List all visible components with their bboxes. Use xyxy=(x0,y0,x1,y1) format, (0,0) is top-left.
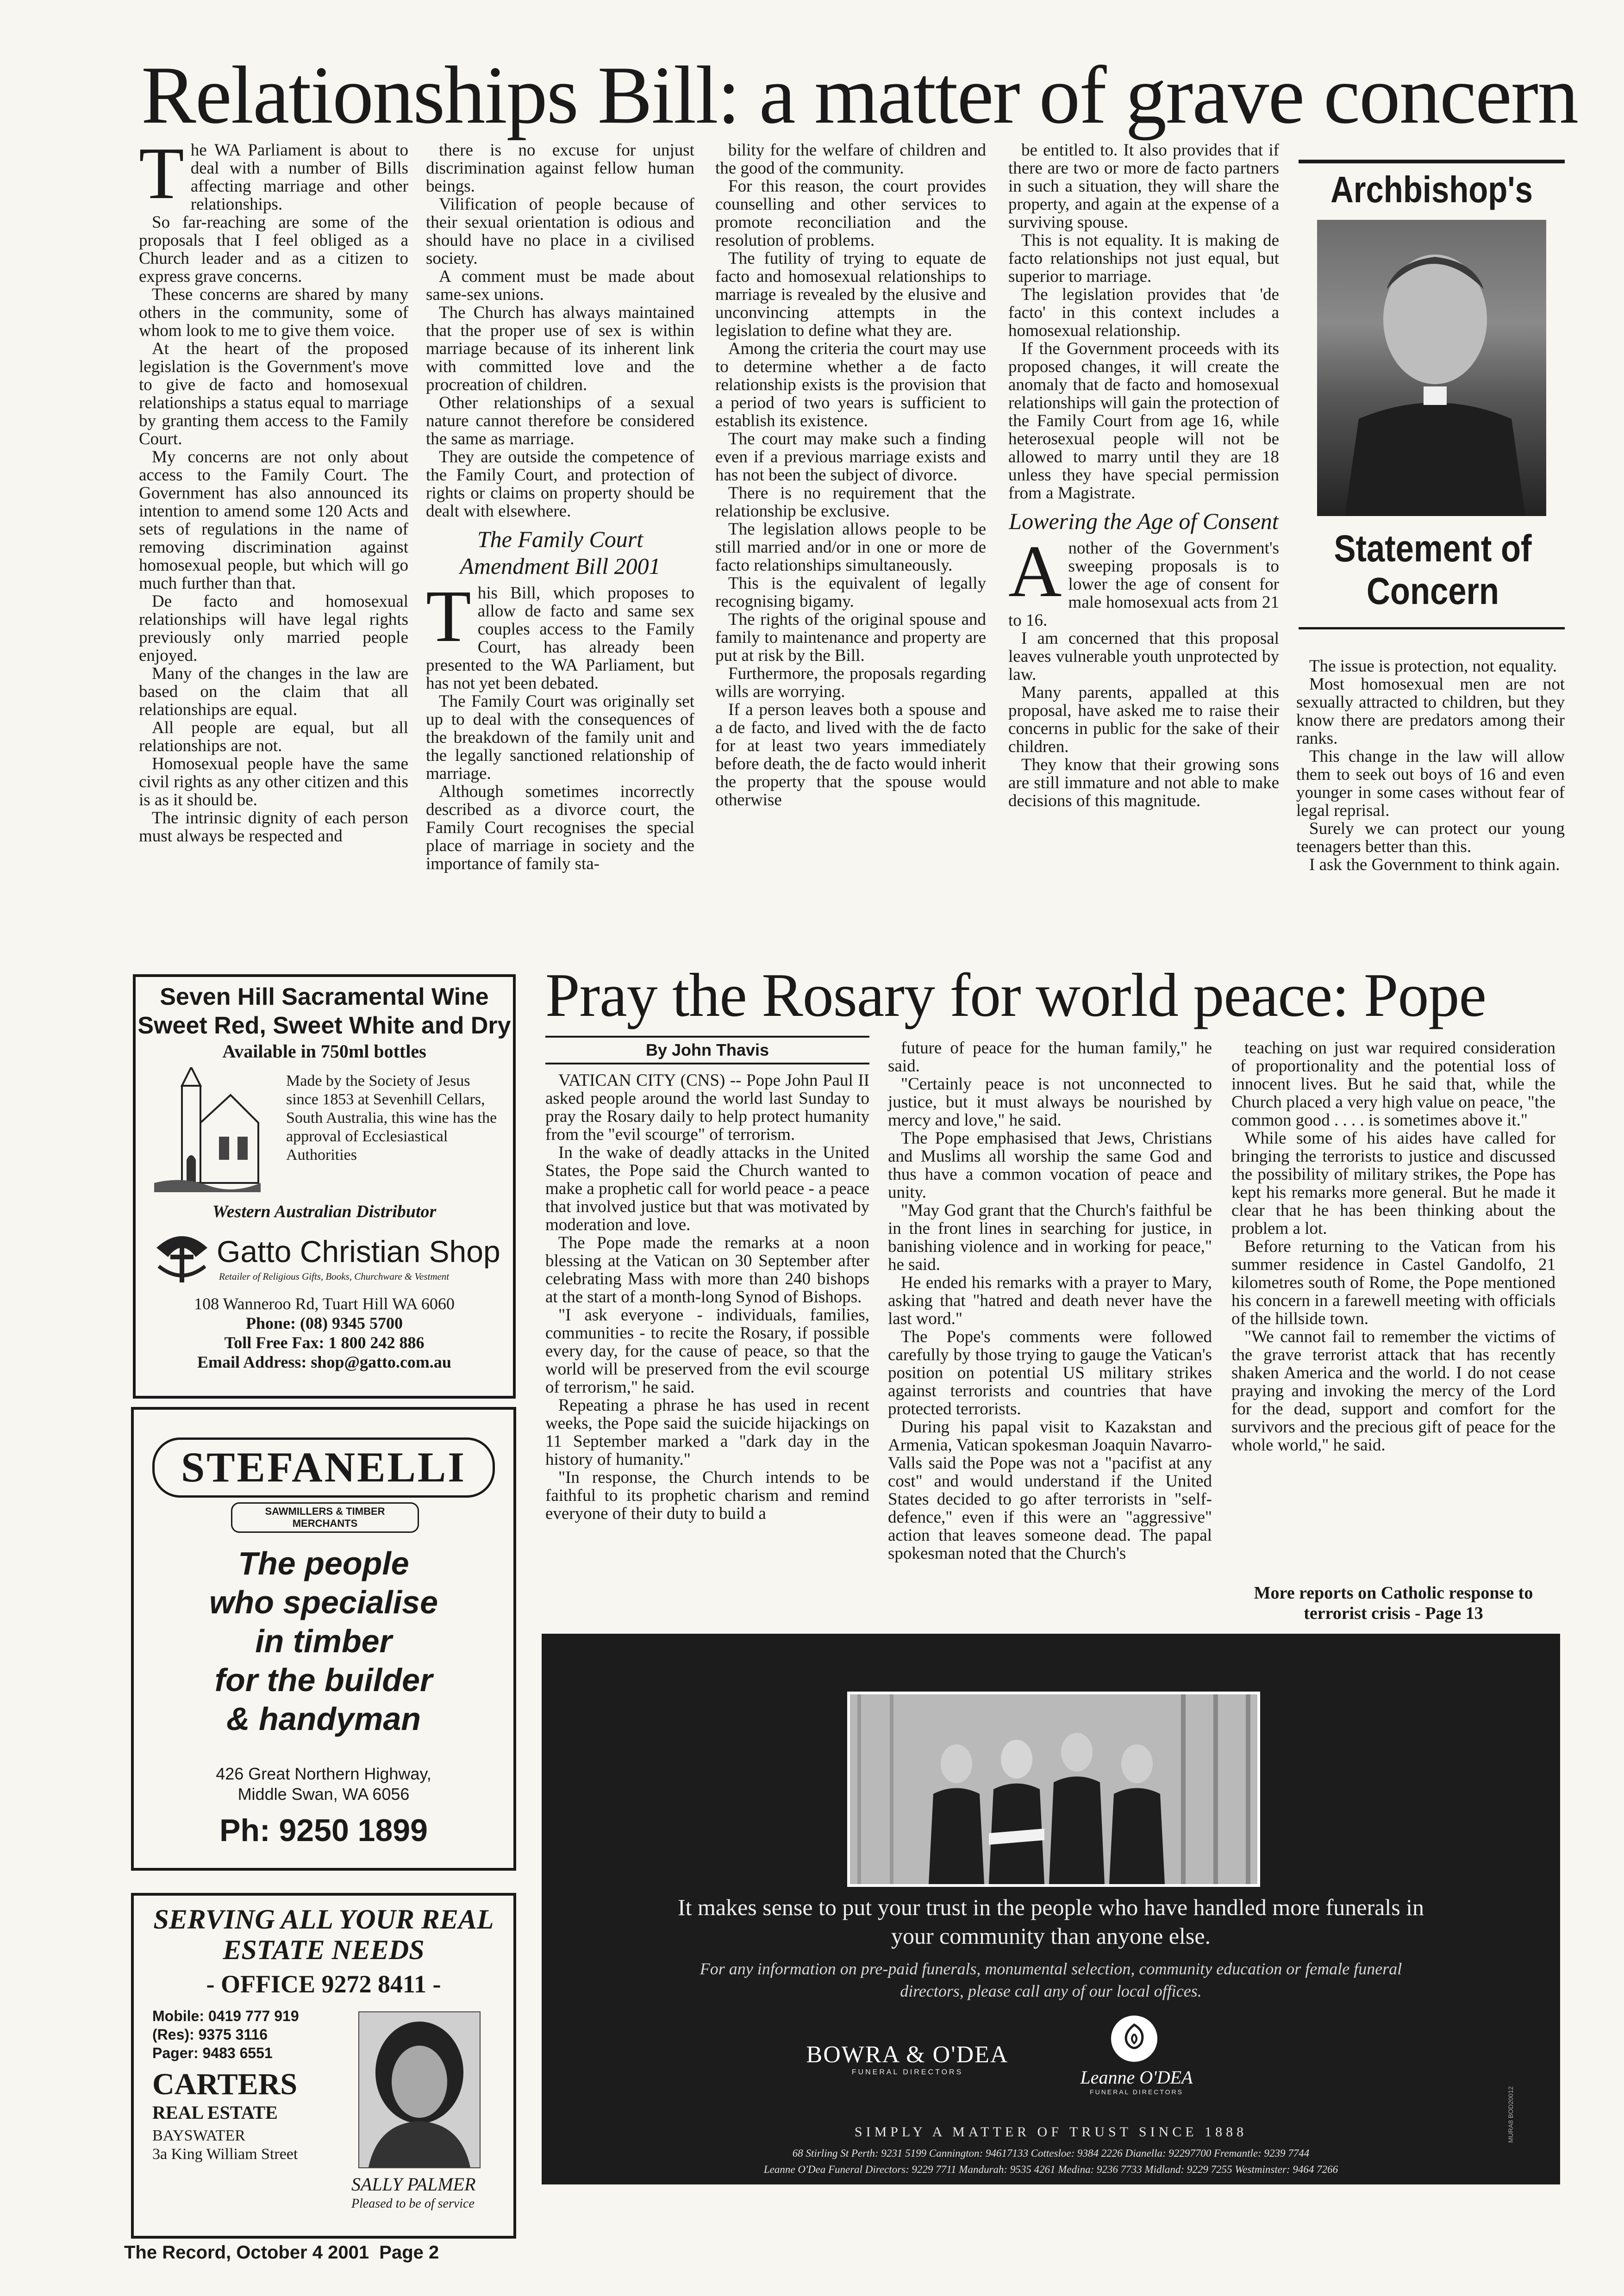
wine-ad-description: Made by the Society of Jesus since 1853 at Sevenhill Cellars, South Australia, this wine has the approval of Ecclesiastical Authorities xyxy=(286,1072,497,1164)
sidebar-title-statement: Statement of Concern xyxy=(1334,528,1532,612)
gatto-shop-tagline: Retailer of Religious Gifts, Books, Churchware & Vestment xyxy=(219,1271,450,1282)
carters-pager: Pager: 9483 6551 xyxy=(152,2045,273,2061)
paragraph: My concerns are not only about access to the Family Court. The Government has also announced its intention to amend some 120 Acts and sets of regulations in the name of removing discrimination against homosexual people, but which will go much further than that. xyxy=(139,448,408,593)
text-line: The people xyxy=(238,1545,409,1581)
paragraph: Furthermore, the proposals regarding wills are worrying. xyxy=(715,664,986,701)
paragraph: teaching on just war required consideration of proportionality and the potential loss of innocent lives. But he said that, while the Church placed a very high value on peace, "the common good . . . . is sometimes above it." xyxy=(1231,1039,1555,1130)
stefanelli-address xyxy=(134,1764,513,1804)
rosary-byline: By John Thavis xyxy=(545,1036,869,1064)
ad-carters-real-estate xyxy=(131,1893,516,2239)
ad-seven-hill-wine xyxy=(133,974,516,1399)
paragraph: future of peace for the human family," he said. xyxy=(888,1039,1212,1076)
paragraph: The legislation allows people to be still married and/or in one or more de facto relationships simultaneously. xyxy=(715,520,986,575)
paragraph: Surely we can protect our young teenagers better than this. xyxy=(1296,819,1565,856)
paragraph: bility for the welfare of children and the good of the community. xyxy=(715,141,986,178)
stefanelli-subtitle: SAWMILLERS & TIMBER MERCHANTS xyxy=(231,1502,419,1533)
main-article-column-1 xyxy=(139,132,408,846)
paragraph: For this reason, the court provides counselling and other services to promote reconciliation and the resolution of problems. xyxy=(715,177,986,250)
paragraph: Among the criteria the court may use to determine whether a de facto relationship exists is the provision that a period of two years is sufficient to establish its existence. xyxy=(715,339,986,430)
text-line: 426 Great Northern Highway, xyxy=(216,1764,431,1783)
funeral-ad-code: MURA8 BOD20012 xyxy=(1507,2086,1514,2143)
gatto-fax: Toll Free Fax: 1 800 242 886 xyxy=(224,1333,425,1352)
paragraph: They are outside the competence of the Family Court, and protection of rights or claims on property should be dealt with elsewhere. xyxy=(426,448,694,521)
page-footer: The Record, October 4 2001 Page 2 xyxy=(124,2242,439,2263)
paragraph: I am concerned that this proposal leaves vulnerable youth unprotected by law. xyxy=(1008,629,1279,684)
paragraph: The Family Court was originally set up to deal with the consequences of the breakdown of the family unit and the legally sanctioned relationship of marriage. xyxy=(426,692,694,783)
paragraph: "Certainly peace is not unconnected to justice, but it must always be nourished by mercy and love," he said. xyxy=(888,1075,1212,1130)
wine-ad-distributor-label: Western Australian Distributor xyxy=(212,1202,437,1221)
paragraph: This is not equality. It is making de facto relationships not just equal, but superior to marriage. xyxy=(1008,231,1279,286)
paragraph: They know that their growing sons are still immature and not able to make decisions of this magnitude. xyxy=(1008,755,1279,810)
paragraph: Although sometimes incorrectly described as a divorce court, the Family Court recognises the special place of marriage in society and the importance of family sta- xyxy=(426,782,694,873)
carters-office: - OFFICE 9272 8411 - xyxy=(206,1970,441,1998)
bowra-odea-logo: BOWRA & O'DEA FUNERAL DIRECTORS xyxy=(806,2041,1009,2076)
gatto-logo-icon xyxy=(152,1229,212,1285)
paragraph: The rights of the original spouse and family to maintenance and property are put at risk by the Bill. xyxy=(715,610,986,665)
paragraph: Before returning to the Vatican from his summer residence in Castel Gandolfo, 21 kilometres south of Rome, the Pope mentioned his concern in a farewell meeting with officials of the hillside town. xyxy=(1231,1237,1555,1328)
text-line: who specialise xyxy=(209,1584,438,1620)
paragraph: Repeating a phrase he has used in recent weeks, the Pope said the suicide hijackings on 11 September marked a "dark day in the history of humanity." xyxy=(545,1396,869,1469)
rosary-headline: Pray the Rosary for world peace: Pope xyxy=(545,961,1486,1029)
gatto-shop-name: Gatto Christian Shop xyxy=(217,1234,500,1269)
main-article-column-5 xyxy=(1296,657,1565,874)
subhead-family-court: The Family Court Amendment Bill 2001 xyxy=(460,526,661,579)
wine-ad-available: Available in 750ml bottles xyxy=(222,1041,426,1062)
church-illustration xyxy=(154,1067,261,1192)
carters-company: CARTERS xyxy=(152,2067,298,2101)
main-article-column-2 xyxy=(426,141,694,873)
paragraph: VATICAN CITY (CNS) -- Pope John Paul II asked people around the world last Sunday to pray the Rosary daily to help protect humanity from the "evil scourge" of terrorism. xyxy=(545,1071,869,1144)
paragraph: "In response, the Church intends to be faithful to its prophetic charism and remind everyone of their duty to build a xyxy=(545,1468,869,1523)
paragraph: While some of his aides have called for bringing the terrorists to justice and discussed the possibility of military strikes, the Pope has kept his remarks more general. But he made it clear that he has been thinking about the problem a lot. xyxy=(1231,1129,1555,1238)
paragraph: "We cannot fail to remember the victims of the grave terrorist attack that has recently shaken America and the world. I do not cease praying and invoking the mercy of the Lord for the dead, support and comfort for the survivors and the precious gift of peace for the whole world," he said. xyxy=(1231,1327,1555,1455)
paragraph: All people are equal, but all relationships are not. xyxy=(139,718,408,755)
paragraph: Vilification of people because of their sexual orientation is odious and should have no place in a civilised society. xyxy=(426,195,694,268)
paragraph: So far-reaching are some of the proposals that I feel obliged as a Church leader and as a citizen to express grave concerns. xyxy=(139,213,408,286)
paragraph: This change in the law will allow them to seek out boys of 16 and even younger in some cases without fear of legal reprisal. xyxy=(1296,747,1565,820)
paragraph: Most homosexual men are not sexually attracted to children, but they know there are predators among their ranks. xyxy=(1296,675,1565,748)
paragraph: This is the equivalent of legally recognising bigamy. xyxy=(715,574,986,611)
main-article-column-3 xyxy=(715,141,986,809)
paragraph: De facto and homosexual relationships will have legal rights previously only married people enjoyed. xyxy=(139,592,408,665)
paragraph: I ask the Government to think again. xyxy=(1309,855,1560,874)
paragraph: The Pope's comments were followed carefully by those trying to gauge the Vatican's position on potential US military strikes against terrorists and countries that have protected terrorists. xyxy=(888,1327,1212,1419)
paragraph: The issue is protection, not equality. xyxy=(1309,657,1557,676)
subhead-age-of-consent: Lowering the Age of Consent xyxy=(1009,508,1279,534)
ad-stefanelli xyxy=(131,1407,516,1871)
sidebar-title-archbishops: Archbishop's xyxy=(1330,169,1533,210)
funeral-info: For any information on pre-paid funerals, monumental selection, community education or female funeral directors, please call any of our local offices. xyxy=(700,1960,1402,2000)
paragraph: He ended his remarks with a prayer to Mary, asking that "hatred and death never have the last word." xyxy=(888,1273,1212,1328)
funeral-offices-2: Leanne O'Dea Funeral Directors: 9229 7711 Mandurah: 9535 4261 Medina: 9236 7733 Midland: 9229 7255 Westminster: 9464 7266 xyxy=(763,2164,1338,2175)
paragraph: These concerns are shared by many others in the community, some of whom look to me to give them voice. xyxy=(139,285,408,340)
stefanelli-phone: Ph: 9250 1899 xyxy=(219,1813,428,1848)
ad-bowra-odea-funeral xyxy=(542,1634,1560,2184)
gatto-phone: Phone: (08) 9345 5700 xyxy=(246,1314,403,1332)
paragraph: At the heart of the proposed legislation is the Government's move to give de facto and homosexual relationships a status equal to marriage by granting them access to the Family Court. xyxy=(139,339,408,448)
paragraph: Homosexual people have the same civil rights as any other citizen and this is as it should be. xyxy=(139,754,408,809)
carters-company-sub: REAL ESTATE xyxy=(152,2102,278,2123)
rosary-column-3 xyxy=(1231,1039,1555,1454)
funeral-directors-photo xyxy=(847,1692,1260,1887)
paragraph: Another of the Government's sweeping proposals is to lower the age of consent for male homosexual acts from 21 to 16. xyxy=(1008,530,1279,630)
wine-ad-subtitle: Sweet Red, Sweet White and Dry xyxy=(137,1012,511,1039)
carters-street: 3a King William Street xyxy=(152,2146,298,2163)
rosary-more-reports: More reports on Catholic response to terrorist crisis - Page 13 xyxy=(1254,1583,1533,1623)
wine-ad-title: Seven Hill Sacramental Wine xyxy=(160,983,489,1010)
paragraph: There is no requirement that the relationship be exclusive. xyxy=(715,484,986,521)
gatto-email: Email Address: shop@gatto.com.au xyxy=(197,1353,451,1371)
paragraph: The futility of trying to equate de facto and homosexual relationships to marriage is revealed by the elusive and unconvincing attempts in the legislation to define what they are. xyxy=(715,249,986,340)
paragraph: If a person leaves both a spouse and a de facto, and lived with the de facto for at least two years immediately before death, the de facto would inherit the property that the spouse would otherwise xyxy=(715,700,986,809)
paragraph: there is no excuse for unjust discrimination against fellow human beings. xyxy=(426,141,694,196)
paragraph: In the wake of deadly attacks in the United States, the Pope said the Church wanted to make a prophetic call for world peace - a peace that involved justice but that was motivated by moderation and love. xyxy=(545,1143,869,1234)
paragraph: The intrinsic dignity of each person must always be respected and xyxy=(139,809,408,846)
carters-res: (Res): 9375 3116 xyxy=(152,2026,268,2043)
carters-mobile: Mobile: 0419 777 919 xyxy=(152,2008,299,2024)
paragraph: During his papal visit to Kazakstan and Armenia, Vatican spokesman Joaquin Navarro-Valls said the Pope was not a "pacifist at any cost" and would understand if the United States decided to go after terrorists in "self-defence," even if this were an "aggressive" action that leaves someone dead. The papal spokesman noted that the Church's xyxy=(888,1418,1212,1563)
paragraph: Many parents, appalled at this proposal, have asked me to raise their concerns in public for the sake of their children. xyxy=(1008,683,1279,756)
text-line: in timber xyxy=(255,1623,392,1659)
paragraph: This Bill, which proposes to allow de facto and same sex couples access to the Family Court, has already been presented to the WA Parliament, but has not yet been debated. xyxy=(426,575,694,693)
paragraph: The Pope emphasised that Jews, Christians and Muslims all worship the same God and thus have a common vocation of peace and unity. xyxy=(888,1129,1212,1202)
funeral-headline: It makes sense to put your trust in the people who have handled more funerals in your community than anyone else. xyxy=(677,1894,1424,1949)
rose-logo-icon xyxy=(1109,2013,1160,2064)
text-line: Middle Swan, WA 6056 xyxy=(237,1785,410,1804)
carters-agent-tagline: Pleased to be of service xyxy=(351,2196,475,2211)
paragraph: The legislation provides that 'de facto' in this context includes a homosexual relationship. xyxy=(1008,285,1279,340)
paragraph: be entitled to. It also provides that if there are two or more de facto partners in such a situation, they will share the property, and again at the expense of a surviving spouse. xyxy=(1008,141,1279,232)
text-line: for the builder xyxy=(214,1662,433,1698)
carters-headline: SERVING ALL YOUR REAL ESTATE NEEDS xyxy=(153,1904,494,1965)
gatto-address: 108 Wanneroo Rd, Tuart Hill WA 6060 xyxy=(194,1294,455,1313)
funeral-tagline: SIMPLY A MATTER OF TRUST SINCE 1888 xyxy=(854,2124,1248,2140)
main-headline: Relationships Bill: a matter of grave concern xyxy=(141,49,1578,141)
paragraph: Many of the changes in the law are based on the claim that all relationships are equal. xyxy=(139,664,408,719)
paragraph: The WA Parliament is about to deal with a number of Bills affecting marriage and other relationships. xyxy=(139,132,408,214)
paragraph: A comment must be made about same-sex unions. xyxy=(426,267,694,304)
paragraph: If the Government proceeds with its proposed changes, it will create the anomaly that de facto and homosexual relationships will gain the protection of the Family Court from age 16, while heterosexual people will not be allowed to marry until they are 18 unless they have special permission from a Magistrate. xyxy=(1008,339,1279,503)
leanne-odea-logo: Leanne O'DEA FUNERAL DIRECTORS xyxy=(1080,2067,1193,2096)
paragraph: The court may make such a finding even if a previous marriage exists and has not been the subject of divorce. xyxy=(715,429,986,485)
sidebar-rule-top xyxy=(1299,160,1565,163)
rosary-column-2 xyxy=(888,1039,1212,1562)
rosary-column-1 xyxy=(545,1071,869,1523)
paragraph: The Church has always maintained that the proper use of sex is within marriage because of its inherent link with committed love and the procreation of children. xyxy=(426,303,694,394)
paragraph: The Pope made the remarks at a noon blessing at the Vatican on 30 September after celebrating Mass with more than 240 bishops at the start of a month-long Synod of Bishops. xyxy=(545,1233,869,1307)
stefanelli-logo: STEFANELLI xyxy=(152,1437,495,1498)
agent-photo xyxy=(358,2011,481,2168)
main-article-column-4 xyxy=(1008,141,1279,810)
funeral-offices-1: 68 Stirling St Perth: 9231 5199 Cannington: 94617133 Cottesloe: 9384 2226 Dianella: 92297700 Fremantle: 9239 7744 xyxy=(792,2147,1310,2159)
stefanelli-slogan xyxy=(134,1544,513,1738)
paragraph: "I ask everyone - individuals, families, communities - to recite the Rosary, if possible every day, for the cause of peace, so that the world will be preserved from the evil scourge of terrorism," he said. xyxy=(545,1306,869,1397)
paragraph: "May God grant that the Church's faithful be in the front lines in searching for justice, in banishing violence and in working for peace," he said. xyxy=(888,1201,1212,1274)
text-line: & handyman xyxy=(226,1701,421,1737)
archbishop-photo xyxy=(1317,220,1546,516)
paragraph: Other relationships of a sexual nature cannot therefore be considered the same as marriage. xyxy=(426,393,694,448)
sidebar-rule-bottom xyxy=(1299,627,1565,629)
carters-agent: SALLY PALMER xyxy=(351,2174,476,2195)
carters-suburb: BAYSWATER xyxy=(152,2127,245,2144)
